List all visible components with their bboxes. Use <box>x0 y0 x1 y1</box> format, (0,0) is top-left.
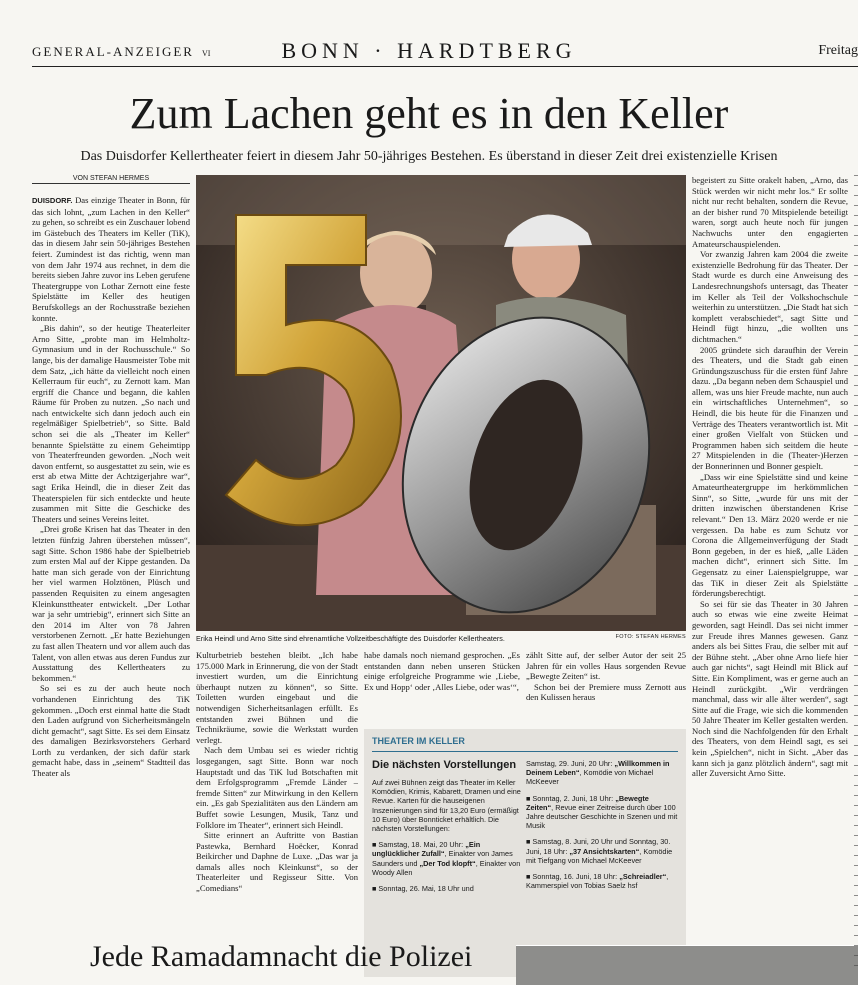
paragraph: Sitte erinnert an Auftritte von Bastian Pastewka, Bernhard Hoëcker, Konrad Beikircher und Daphne de Luxe. „Das war ja damals alles noch Kleinkunst“, so der Theaterleiter und Regisseur Sitte. Von „Comedians“ <box>196 830 358 894</box>
adjacent-column-edge <box>854 175 858 975</box>
photo-caption: Erika Heindl und Arno Sitte sind ehrenamtliche Vollzeitbeschäftigte des Duisdorfer Kellertheaters. <box>196 634 505 643</box>
info-box-title: THEATER IM KELLER <box>372 736 465 746</box>
article-photo <box>196 175 686 631</box>
info-box-column-right <box>526 759 678 897</box>
paragraph: „Bis dahin“, so der heutige Theaterleiter Arno Sitte, „probte man im Helmholtz-Gymnasium und in der Rochusschule.“ So lange, bis der damalige Hausmeister Tobe mit dem Satz, „ich hätte da vielleicht noch einen Kellerraum für euch“, zu Zernott kam. Man ergriff die Chance und begann, die kahlen Räume für Proben zu nutzen. „So nach und nach entwickelte sich dann jedoch auch ein regelmäßiger Spielbetrieb“, so Sitte. Bald schon sei die als „Theater im Keller“ benannte Spielstätte zu einem Geheimtipp von Theaterfreunden geworden. „Noch weit davon entfernt, so ausgestattet zu sein, wie es erst ab etwa Mitte der Achtzigerjahre war“, sagt Erika Heindl, die in dieser Zeit das Theaterspielen für sich entdeckte und heute zusammen mit Sitte die Geschicke des Theaters und seines Vereins leitet. <box>32 323 190 524</box>
article-column-1 <box>32 195 190 953</box>
event-item: ■ Samstag, 18. Mai, 20 Uhr: „Ein unglücklicher Zufall“, Einakter von James Saunders und „Der Tod klopft“, Einakter von Woody Allen <box>372 840 521 877</box>
paper-name: GENERAL-ANZEIGER VI <box>32 44 211 59</box>
photo-credit: FOTO: STEFAN HERMES <box>615 634 686 640</box>
paragraph: Vor zwanzig Jahren kam 2004 die zweite existenzielle Bedrohung für das Theater. Der Stadt wurde es durch eine Anweisung des Landesrechnungshofs untersagt, das Theater im Keller als Teil der Volkshochschule weiterhin zu unterstützen. „Die Stadt hat sich komplett verabschiedet“, sagt Sitte und Heindl fügt hinzu, „die wollten uns dichtmachen.“ <box>692 249 848 344</box>
event-item: Samstag, 29. Juni, 20 Uhr: „Willkommen in Deinem Leben“, Komödie von Michael McKeever <box>526 759 670 787</box>
event-item: ■ Sonntag, 16. Juni, 18 Uhr: „Schreiadler“, Kammerspiel von Tobias Saelz hsf <box>526 872 669 891</box>
next-article-headline: Jede Ramadamnacht die Polizei <box>90 940 473 973</box>
dateline: DUISDORF. <box>32 196 73 205</box>
info-box-intro: Auf zwei Bühnen zeigt das Theater im Keller Komödien, Krimis, Kabarett, Dramen und eine Revue. Karten für die hauseigenen Inszenierungen sind für 13,20 Euro (ermäßigt 10 Euro) über Bonnticket erhältlich. Die nächsten Vorstellungen: <box>372 778 521 834</box>
article-column-5 <box>692 175 848 955</box>
article-subhead: Das Duisdorfer Kellertheater feiert in diesem Jahr 50-jähriges Bestehen. Es überstand in dieser Zeit drei existenzielle Krisen <box>80 149 778 164</box>
weekday: Freitag <box>818 43 858 58</box>
event-item: ■ Sonntag, 2. Juni, 18 Uhr: „Bewegte Zeiten“, Revue einer Zeitreise durch über 100 Jahre deutscher Geschichte in Szenen und mit Musik <box>526 793 678 831</box>
photo-caption-bar <box>196 634 686 643</box>
info-box-column-left <box>372 759 522 900</box>
paragraph: So sei für sie das Theater in 30 Jahren auch so etwas wie eine zweite Heimat geworden, sagt Heindl. Das sei nicht immer zur Freude ihres Mannes gewesen. Ganz anders als bei Sittes Frau, die selber mit auf der Bühne steht. „Aber ohne Arno liefe hier auch gar nichts“, sagt Heindl mit Blick auf Sitte. Ein Kompliment, was er gerne auch an Heindl zurückgibt. „Wir verdrängen manchmal, dass wir alle älter werden“, sagt Sitte auf die Frage, wie sich die kommenden 50 Jahre Theater im Keller gestalten werden. Noch sind die Nachfolgenden für den Erhalt des Theaters, von dem Heindl sagt, es sei kein „Spielchen“, nicht in Sicht. „Aber das kann sich ja ganz plötzlich ändern“, sagt mit aller Zuversicht Arno Sitte. <box>692 598 848 779</box>
photo-illustration <box>196 175 686 631</box>
article-column-3 <box>364 650 520 722</box>
info-box-heading: Die nächsten Vorstellungen <box>372 759 517 771</box>
section-title: BONN · HARDTBERG <box>281 38 577 63</box>
event-item: ■ Samstag, 8. Juni, 20 Uhr und Sonntag, 30. Juni, 18 Uhr: „37 Ansichtskarten“, Komödie mit Tiefgang von Michael McKeever <box>526 837 673 865</box>
paragraph: begeistert zu Sitte orakelt haben, „Arno, das Stück werden wir nicht mehr los.“ Er sollte nicht nur recht behalten, sondern die Revue, an der bisher rund 70 Mitspielende beteiligt waren, sorgt auch heute noch für jungen Nachwuchs unter den engagierten Amateurschauspielenden. <box>692 175 848 249</box>
paragraph: So sei es zu der auch heute noch vorhandenen Einrichtung des TiK gekommen. „Doch erst einmal hatte die Stadt den Laden aufgrund von Sicherheitsmängeln dicht gemacht“, sagt Sitte. Es sei dem Einsatz des damaligen Bezirksvorstehers Gerhard Lorth zu verdanken, der sich dafür stark gemacht habe, dass in „seinem“ Stadtteil das Theater als <box>32 683 190 779</box>
paragraph: Kulturbetrieb bestehen bleibt. „Ich habe 175.000 Mark in Erinnerung, die von der Stadt investiert wurden, um die Einrichtung überhaupt nutzen zu können“, so Sitte. Toiletten wurden eingebaut und die notwendigen Sicherheitsanlagen erfüllt. Es entstanden zwei Bühnen und die Technikräume, sowie die Werkstatt wurden verlegt. <box>196 650 358 745</box>
event-item: ■ Sonntag, 26. Mai, 18 Uhr und <box>372 884 474 894</box>
paragraph: „Dass wir eine Spielstätte sind und keine Amateurtheatergruppe im herkömmlichen Sinn“, so Sitte, „wurde für uns mit der dritten inzwischen überstandenen Krise relevant.“ Den 13. März 2020 werde er nie vergessen. Da habe es zum Schutz vor Corona die Allgemeinverfügung der Stadt Bonn gegeben, in der es hieß, „alle Läden machen dicht“, erinnert sich Sitte. Im Gegensatz zu einer Laienspielgruppe, war das TiK in dieser Zeit als Spielstätte förderungsberechtigt. <box>692 471 848 599</box>
paragraph: habe damals noch niemand gesprochen. „Es entstanden dann neben unseren Stücken einige erfolgreiche Programme wie ‚Liebe, Ex und Hopp‘ oder ‚Alles Liebe, oder was‘“, <box>364 650 520 692</box>
paragraph: DUISDORF. Das einzige Theater in Bonn, für das sich lohnt, „zum Lachen in den Keller“ zu gehen, so schreibt es ein Zuschauer lobend im Gästebuch des Theaters im Keller (TiK), das in diesem Jahr sein 50-jähriges Bestehen feiert. Zumindest ist das richtig, wenn man von dem Jahr 1974 aus rechnet, in dem die bereits sieben Jahre zuvor ins Leben gerufene Theatergruppe von Lothar Zernott eine feste Spielstätte im Keller des heutigen Berufskollegs an der Rochusstraße beziehen konnte. <box>32 195 190 323</box>
info-box-rule <box>372 751 678 752</box>
byline: VON STEFAN HERMES <box>32 175 190 184</box>
next-article-photo <box>516 945 858 985</box>
article-column-4 <box>526 650 686 722</box>
article-column-2 <box>196 650 358 952</box>
paragraph: Nach dem Umbau sei es wieder richtig losgegangen, sagt Sitte. Bonn war noch Hauptstadt und das TiK lud Botschaften mit dem Erfolgsprogramm „Fremde Länder – fremde Sitten“ zur Mitwirkung in den Kellern ein. „Es gab Spezialitäten aus den Ländern am Buffet sowie Lesungen, Musik, Tanz und Folklore im Theater“, erinnert sich Heindl. <box>196 745 358 830</box>
page-number: VI <box>201 49 211 58</box>
header-rule <box>32 66 858 67</box>
article-headline: Zum Lachen geht es in den Keller <box>129 89 729 138</box>
paragraph: „Drei große Krisen hat das Theater in den letzten fünfzig Jahren überstehen müssen“, sagt Sitte. Schon 1986 habe der Spielbetrieb zum ersten Mal auf der Kippe gestanden. Da hatte man sich gerade von der Einrichtung her viel warmen Holztönen, Plüsch und passenden Requisiten zu einem angesagten Kleinkunsttheater entwickelt. „Der Lothar war ja sehr umtriebig“, erinnert sich Sitte an den 2014 im Alter von 78 Jahren verstorbenen Zernott. „Er hatte Beziehungen zu fast allen Theatern und vor allem auch das Talent, von allen etwas aus deren Fundus zur Ausstattung des Kellertheaters zu bekommen.“ <box>32 524 190 683</box>
paragraph: zählt Sitte auf, der selber Autor der seit 25 Jahren für ein volles Haus sorgenden Revue „Bewegte Zeiten“ ist. <box>526 650 686 682</box>
paragraph: 2005 gründete sich daraufhin der Verein des Theaters, und die Stadt gab einen Gründungszuschuss für die ersten fünf Jahre dazu. „Da begann neben dem Schauspiel und allem, was uns hier Freude machte, nun auch ein wirtschaftliches Unternehmen“, so Heindl, die bis heute für die Finanzen und Verträge des Theaters verantwortlich ist. Mit einer großen Vielfalt von Stücken und Programmen haben sich seitdem die heute 27 Mitspielenden in die (Theater-)Herzen der Bonnerinnen und Bonner gespielt. <box>692 344 848 472</box>
paragraph: Schon bei der Premiere muss Zernott aus den Kulissen heraus <box>526 681 686 703</box>
